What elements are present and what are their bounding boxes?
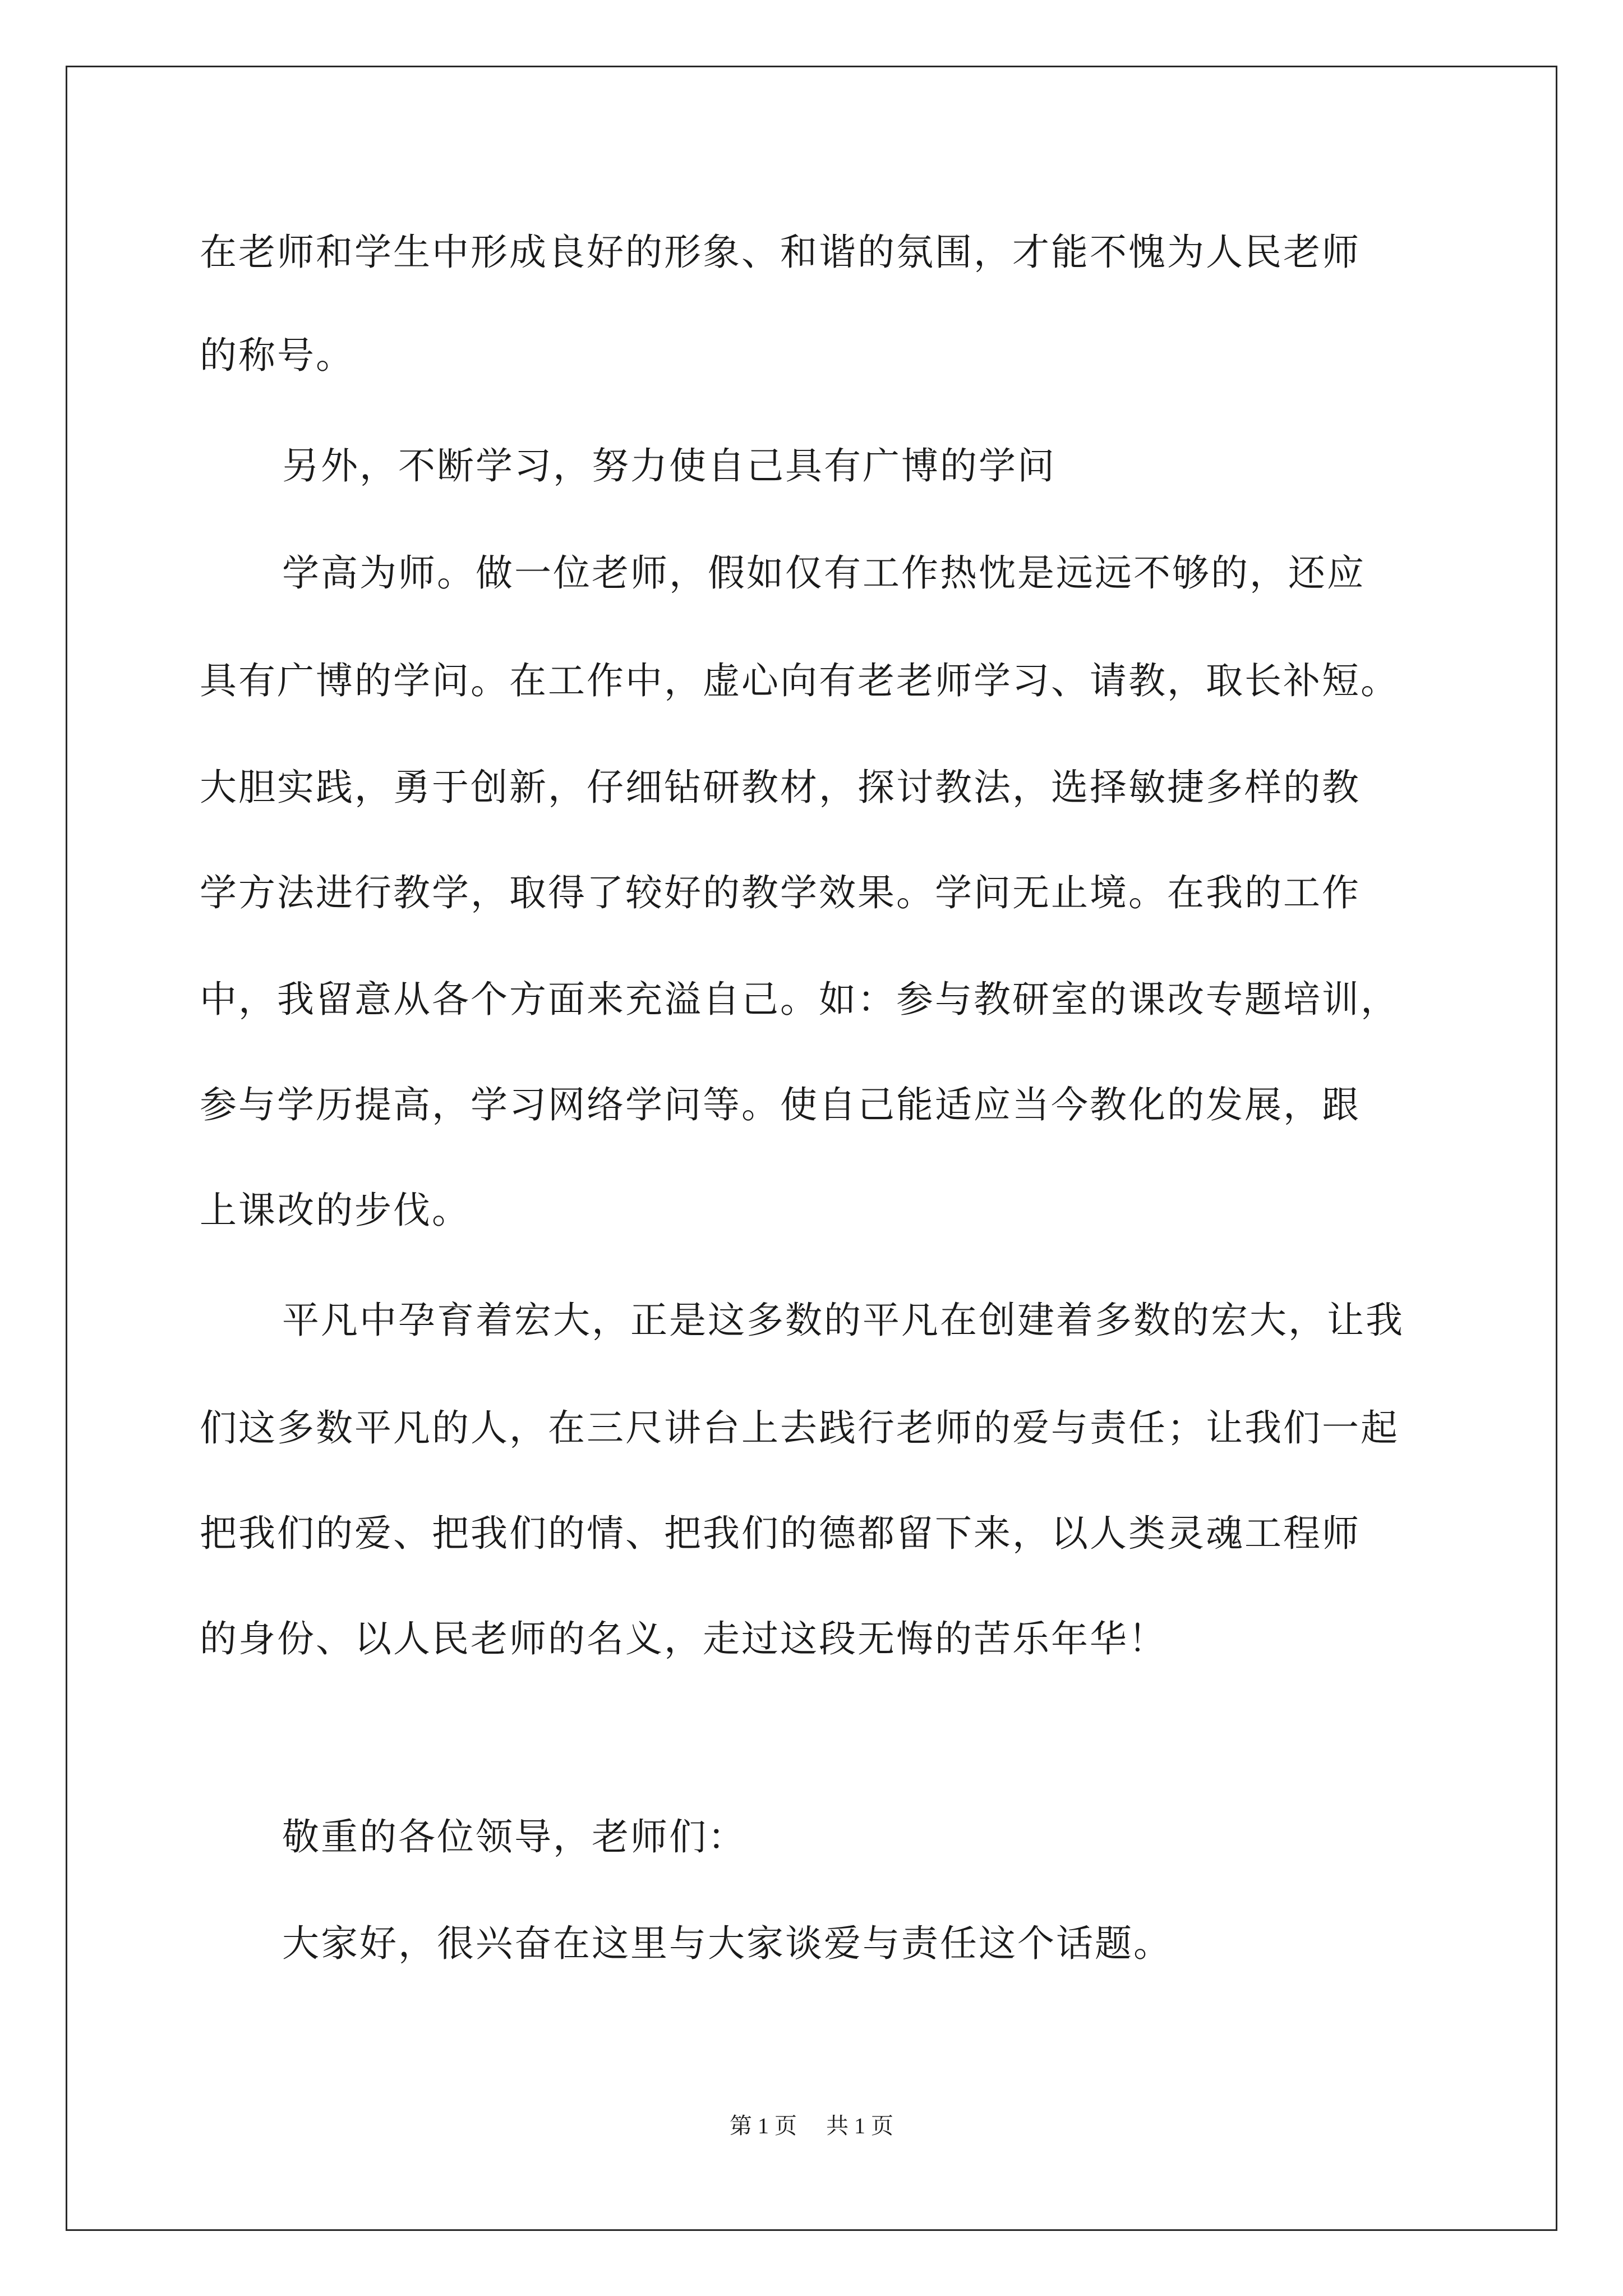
greeting: 大家好，很兴奋在这里与大家谈爱与责任这个话题。 xyxy=(282,1922,1172,1965)
text-line: 中，我留意从各个方面来充溢自己。如：参与教研室的课改专题培训， xyxy=(200,978,1399,1021)
page-total: 共 1 页 xyxy=(826,2113,893,2138)
text-line: 另外，不断学习，努力使自己具有广博的学问 xyxy=(282,444,1056,487)
text-line: 把我们的爱、把我们的情、把我们的德都留下来，以人类灵魂工程师 xyxy=(200,1512,1361,1555)
text-line: 学方法进行教学，取得了较好的教学效果。学问无止境。在我的工作 xyxy=(200,871,1361,914)
text-line: 参与学历提高，学习网络学问等。使自己能适应当今教化的发展，跟 xyxy=(200,1083,1361,1126)
page-number: 第 1 页 xyxy=(730,2113,797,2138)
text-line: 们这多数平凡的人，在三尺讲台上去践行老师的爱与责任；让我们一起 xyxy=(200,1406,1399,1450)
text-line: 平凡中孕育着宏大，正是这多数的平凡在创建着多数的宏大，让我 xyxy=(282,1299,1404,1342)
salutation: 敬重的各位领导，老师们： xyxy=(282,1815,746,1858)
text-line: 上课改的步伐。 xyxy=(200,1189,471,1232)
text-line: 大胆实践，勇于创新，仔细钻研教材，探讨教法，选择敏捷多样的教 xyxy=(200,766,1361,809)
text-line: 的称号。 xyxy=(200,334,354,377)
text-line: 学高为师。做一位老师，假如仅有工作热忱是远远不够的，还应 xyxy=(282,551,1366,595)
text-line: 的身份、以人民老师的名义，走过这段无悔的苦乐年华！ xyxy=(200,1617,1167,1660)
page-frame xyxy=(66,66,1557,2231)
page-footer xyxy=(0,2112,1623,2140)
text-line: 具有广博的学问。在工作中，虚心向有老老师学习、请教，取长补短。 xyxy=(200,659,1399,702)
text-line: 在老师和学生中形成良好的形象、和谐的氛围，才能不愧为人民老师 xyxy=(200,231,1361,274)
